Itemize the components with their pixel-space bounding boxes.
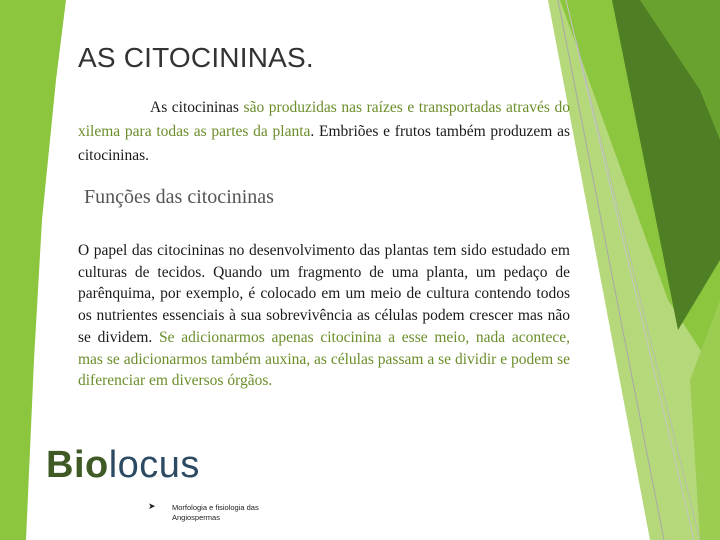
- functions-paragraph: [78, 240, 570, 392]
- logo-bold-part: Bio: [46, 444, 109, 486]
- biolocus-logo: [46, 444, 200, 487]
- logo-light-part: locus: [108, 444, 200, 486]
- intro-part-1: As citocininas: [150, 99, 244, 116]
- intro-part-2-highlight: são produzidas nas raízes e transportadas através do xilema para todas as partes da planta: [78, 99, 570, 140]
- section-subtitle: Funções das citocininas: [84, 186, 274, 208]
- footer-bullet-text: Morfologia e fisiologia das Angiospermas: [172, 503, 259, 522]
- functions-part-1: O papel das citocininas no desenvolvimento das plantas tem sido estudado em culturas de tecidos. Quando um fragmento de uma planta, um pedaço de parênquima, por exemplo, é colocado em um meio de cultura contendo todos os nutrientes essenciais à sua sobrevivência as células podem crescer mas não se dividem.: [78, 242, 570, 346]
- slide-title: AS CITOCININAS.: [78, 42, 314, 73]
- functions-part-2-highlight: Se adicionarmos apenas citocinina a esse meio, nada acontece, mas se adicionarmos também auxina, as células passam a se dividir e podem se diferenciar em diversos órgãos.: [78, 328, 570, 390]
- intro-paragraph: [78, 96, 570, 168]
- intro-part-3: . Embriões e frutos também produzem as citocininas.: [78, 123, 570, 164]
- arrow-bullet-icon: ➤: [148, 502, 156, 512]
